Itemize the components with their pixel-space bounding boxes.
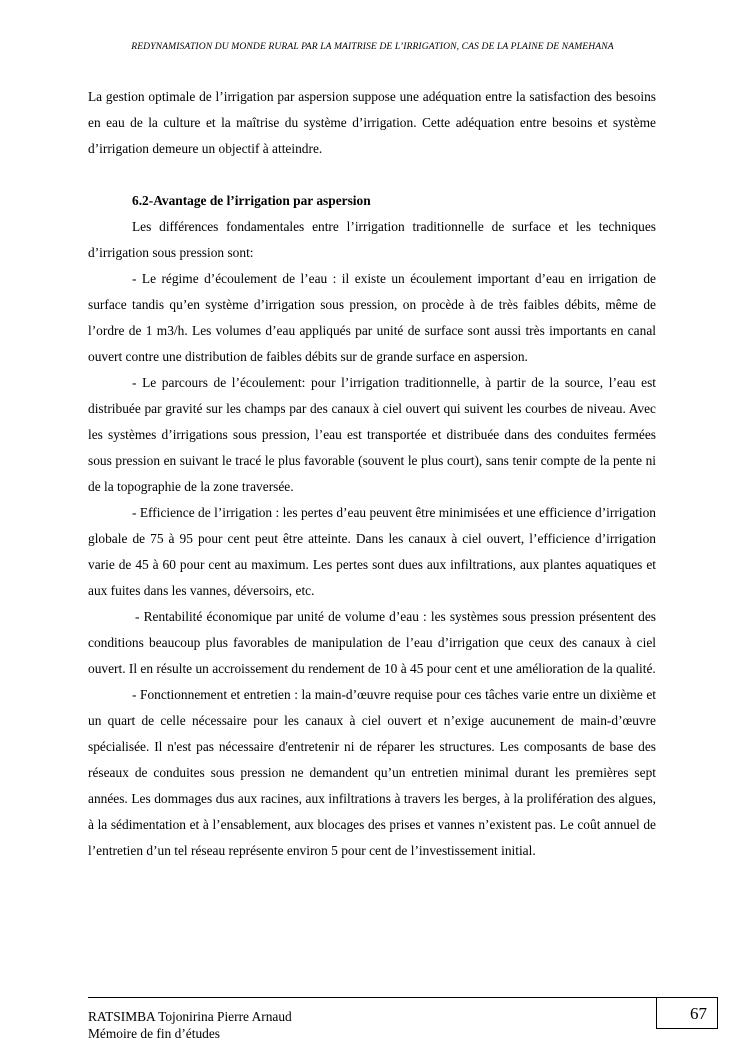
section-heading: 6.2-Avantage de l’irrigation par aspersion (132, 193, 371, 208)
intro-paragraph: La gestion optimale de l’irrigation par aspersion suppose une adéquation entre la satisfaction des besoins en eau de la culture et la maîtrise du système d’irrigation. Cette adéquation entre besoins et système d’irrigation demeure un objectif à atteindre. (88, 89, 656, 156)
bullet-paragraph-flow-regime: - Le régime d’écoulement de l’eau : il existe un écoulement important d’eau en irrigation de surface tandis qu’en système d’irrigation sous pression, on procède à de très faibles débits, même de l’ordre de 1 m3/h. Les volumes d’eau appliqués par unité de surface sont aussi très importants en canal ouvert contre une distribution de faibles débits sur de grande surface en aspersion. (88, 271, 656, 364)
lead-paragraph: Les différences fondamentales entre l’irrigation traditionnelle de surface et les techniques d’irrigation sous pression sont: (88, 219, 656, 260)
body-text (88, 84, 656, 864)
footer-author: RATSIMBA Tojonirina Pierre Arnaud (88, 1009, 292, 1024)
bullet-paragraph-efficiency: - Efficience de l’irrigation : les pertes d’eau peuvent être minimisées et une efficience d’irrigation globale de 75 à 95 pour cent peut être atteinte. Dans les canaux à ciel ouvert, l’efficience d’irrigation varie de 45 à 60 pour cent au maximum. Les pertes sont dues aux infiltrations, aux plantes aquatiques et aux fuites dans les vannes, déversoirs, etc. (88, 505, 656, 598)
bullet-paragraph-maintenance: - Fonctionnement et entretien : la main-d’œuvre requise pour ces tâches varie entre un dixième et un quart de celle nécessaire pour les canaux à ciel ouvert et n’exige aucunement de main-d’œuvre spécialisée. Il n'est pas nécessaire d'entretenir ni de réparer les structures. Les composants de base des réseaux de conduites sous pression ne demandent qu’un entretien minimal durant les premières sept années. Les dommages dus aux racines, aux infiltrations à travers les berges, à la prolifération des algues, à la sédimentation et à l’ensablement, aux blocages des prises et vannes n’existent pas. Le coût annuel de l’entretien d’un tel réseau représente environ 5 pour cent de l’investissement initial. (88, 687, 656, 858)
footer-subtitle: Mémoire de fin d’études (88, 1026, 221, 1041)
bullet-paragraph-profitability: - Rentabilité économique par unité de volume d’eau : les systèmes sous pression présentent des conditions beaucoup plus favorables de manipulation de l’eau d’irrigation que ceux des canaux à ciel ouvert. Il en résulte un accroissement du rendement de 10 à 45 pour cent et une amélioration de la qualité. (88, 609, 656, 676)
running-header: REDYNAMISATION DU MONDE RURAL PAR LA MAITRISE DE L’IRRIGATION, CAS DE LA PLAINE DE NAMEHANA (131, 41, 614, 52)
bullet-paragraph-flow-path: - Le parcours de l’écoulement: pour l’irrigation traditionnelle, à partir de la source, l’eau est distribuée par gravité sur les champs par des canaux à ciel ouvert qui suivent les courbes de niveau. Avec les systèmes d’irrigations sous pression, l’eau est transportée et distribuée dans des conduites fermées sous pression en suivant le tracé le plus favorable (souvent le plus court), sans tenir compte de la pente ni de la topographie de la zone traversée. (88, 375, 656, 494)
page-number: 67 (656, 997, 718, 1029)
footer-divider (88, 997, 656, 998)
